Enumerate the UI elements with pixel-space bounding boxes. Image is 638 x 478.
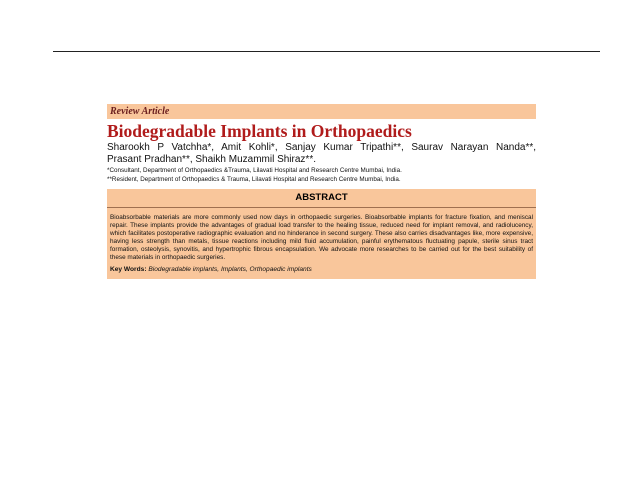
affiliation-consultant: *Consultant, Department of Orthopaedics &Trauma, Lilavati Hospital and Research Centre Mumbai, India. [107,167,402,174]
authors-line-1: Sharookh P Vatchha*, Amit Kohli*, Sanjay Kumar Tripathi**, Saurav Narayan Nanda**, [107,142,536,153]
affiliation-resident: **Resident, Department of Orthopaedics & Trauma, Lilavati Hospital and Research Centre Mumbai, India. [107,176,401,183]
article-type-label: Review Article [107,104,536,119]
abstract-box [107,189,536,279]
keywords-text: Biodegradable implants, Implants, Orthopaedic implants [148,266,312,274]
abstract-heading: ABSTRACT [107,189,536,208]
keywords-label: Key Words: [110,266,147,274]
abstract-text: Bioabsorbable materials are more commonly used now days in orthopaedic surgeries. Bioabsorbable implants for fracture fixation, and meniscal repair. These implants provide the advantages of gradual load transfer to the healing tissue, reduced need for implant removal, and radiolucency, which facilitates postoperative radiographic evaluation and no hinderance in second surgery. These also carries disadvantages like, more expensive, having less strength than metals, tissue reactions including mild fluid accumulation, painful erythematous fluctuating papule, sterile sinus tract formation, osteolysis, synovitis, and hypertrophic fibrous encapsulation. We advocate more researches to be carried out for the best suitability of these materials in orthopaedic surgeries. [110,214,533,261]
authors-line-2: Prasant Pradhan**, Shaikh Muzammil Shiraz**. [107,154,316,165]
article-header [107,104,536,279]
top-divider [53,51,600,52]
article-title: Biodegradable Implants in Orthopaedics [107,121,412,141]
keywords [110,266,533,274]
